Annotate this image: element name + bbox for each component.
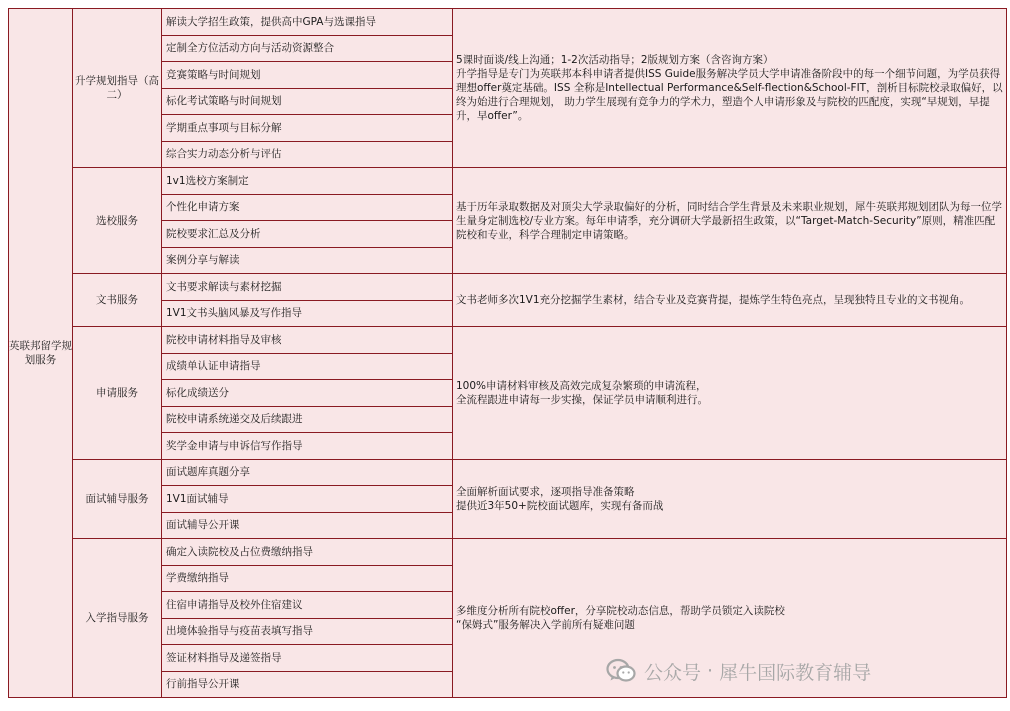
category-cell: 英联邦留学规划服务 [9, 9, 73, 698]
section-description [453, 459, 1007, 539]
service-item: 院校申请材料指导及审核 [162, 327, 453, 354]
section-name: 升学规划指导（高二） [73, 9, 162, 168]
table-row [9, 168, 1007, 195]
watermark [606, 656, 871, 686]
section-name: 入学指导服务 [73, 539, 162, 698]
service-item: 学费缴纳指导 [162, 565, 453, 592]
table-row [9, 327, 1007, 354]
description-line: 全流程跟进申请每一步实操，保证学员申请顺利进行。 [456, 393, 708, 406]
service-item: 标化考试策略与时间规划 [162, 88, 453, 115]
watermark-separator: · [707, 660, 714, 682]
table-row [9, 274, 1007, 301]
service-item: 住宿申请指导及校外住宿建议 [162, 592, 453, 619]
watermark-account: 犀牛国际教育辅导 [719, 661, 872, 684]
service-item: 定制全方位活动方向与活动资源整合 [162, 35, 453, 62]
description-line: 全面解析面试要求，逐项指导准备策略 [456, 485, 635, 498]
section-name: 申请服务 [73, 327, 162, 460]
service-item: 签证材料指导及递签指导 [162, 645, 453, 672]
watermark-label: 公众号 [644, 661, 702, 684]
section-description [453, 168, 1007, 274]
description-line: 5课时面谈/线上沟通；1-2次活动指导；2版规划方案（含咨询方案） [456, 54, 774, 66]
description-line: 基于历年录取数据及对顶尖大学录取偏好的分析，同时结合学生背景及未来职业规划，犀牛英联邦规划团队为每一位学生量身定制选校/专业方案。每年申请季，充分调研大学最新招生政策，以“Target-Match-Security”原则，精准匹配院校和专业，科学合理制定申请策略。 [456, 200, 1002, 241]
description-line: 100%申请材料审核及高效完成复杂繁琐的申请流程， [456, 379, 707, 392]
service-item: 案例分享与解读 [162, 247, 453, 274]
service-item: 文书要求解读与素材挖掘 [162, 274, 453, 301]
description-line: 提供近3年50+院校面试题库，实现有备而战 [456, 499, 664, 512]
table-row [9, 539, 1007, 566]
description-line: “保姆式”服务解决入学前所有疑难问题 [456, 619, 635, 631]
service-item: 解读大学招生政策，提供高中GPA与选课指导 [162, 9, 453, 36]
description-line: 升学指导是专门为英联邦本科申请者提供ISS Guide服务解决学员大学申请准备阶段中的每一个细节问题，为学员获得理想offer奠定基础。ISS 全称是Intellectual Performance&Self-flection&School-FIT，剖析目标院校录取偏好，以终为始进行合理规划， 助力学生展现有竞争力的学术力，塑造个人申请形象及与院校的匹配度，实现“早规划，早提升，早offer”。 [456, 68, 1003, 122]
service-item: 综合实力动态分析与评估 [162, 141, 453, 168]
service-item: 院校要求汇总及分析 [162, 221, 453, 248]
service-item: 学期重点事项与目标分解 [162, 115, 453, 142]
section-name: 选校服务 [73, 168, 162, 274]
section-description [453, 274, 1007, 327]
table-row [9, 9, 1007, 36]
service-item: 面试辅导公开课 [162, 512, 453, 539]
service-item: 奖学金申请与申诉信写作指导 [162, 433, 453, 460]
service-item: 院校申请系统递交及后续跟进 [162, 406, 453, 433]
service-table [8, 8, 1007, 698]
service-item: 成绩单认证申请指导 [162, 353, 453, 380]
service-item: 行前指导公开课 [162, 671, 453, 698]
service-item: 个性化申请方案 [162, 194, 453, 221]
description-line: 文书老师多次1V1充分挖掘学生素材，结合专业及竞赛背提，提炼学生特色亮点，呈现独特且专业的文书视角。 [456, 294, 971, 306]
table-row [9, 459, 1007, 486]
section-description [453, 9, 1007, 168]
service-item: 标化成绩送分 [162, 380, 453, 407]
wechat-icon [606, 658, 636, 684]
section-name: 文书服务 [73, 274, 162, 327]
service-item: 竞赛策略与时间规划 [162, 62, 453, 89]
service-item: 出境体验指导与疫苗表填写指导 [162, 618, 453, 645]
section-name: 面试辅导服务 [73, 459, 162, 539]
service-item: 确定入读院校及占位费缴纳指导 [162, 539, 453, 566]
service-item: 1v1选校方案制定 [162, 168, 453, 195]
service-item: 面试题库真题分享 [162, 459, 453, 486]
service-item: 1V1文书头脑风暴及写作指导 [162, 300, 453, 327]
description-line: 多维度分析所有院校offer，分享院校动态信息，帮助学员锁定入读院校 [456, 605, 785, 617]
section-description [453, 327, 1007, 460]
service-item: 1V1面试辅导 [162, 486, 453, 513]
